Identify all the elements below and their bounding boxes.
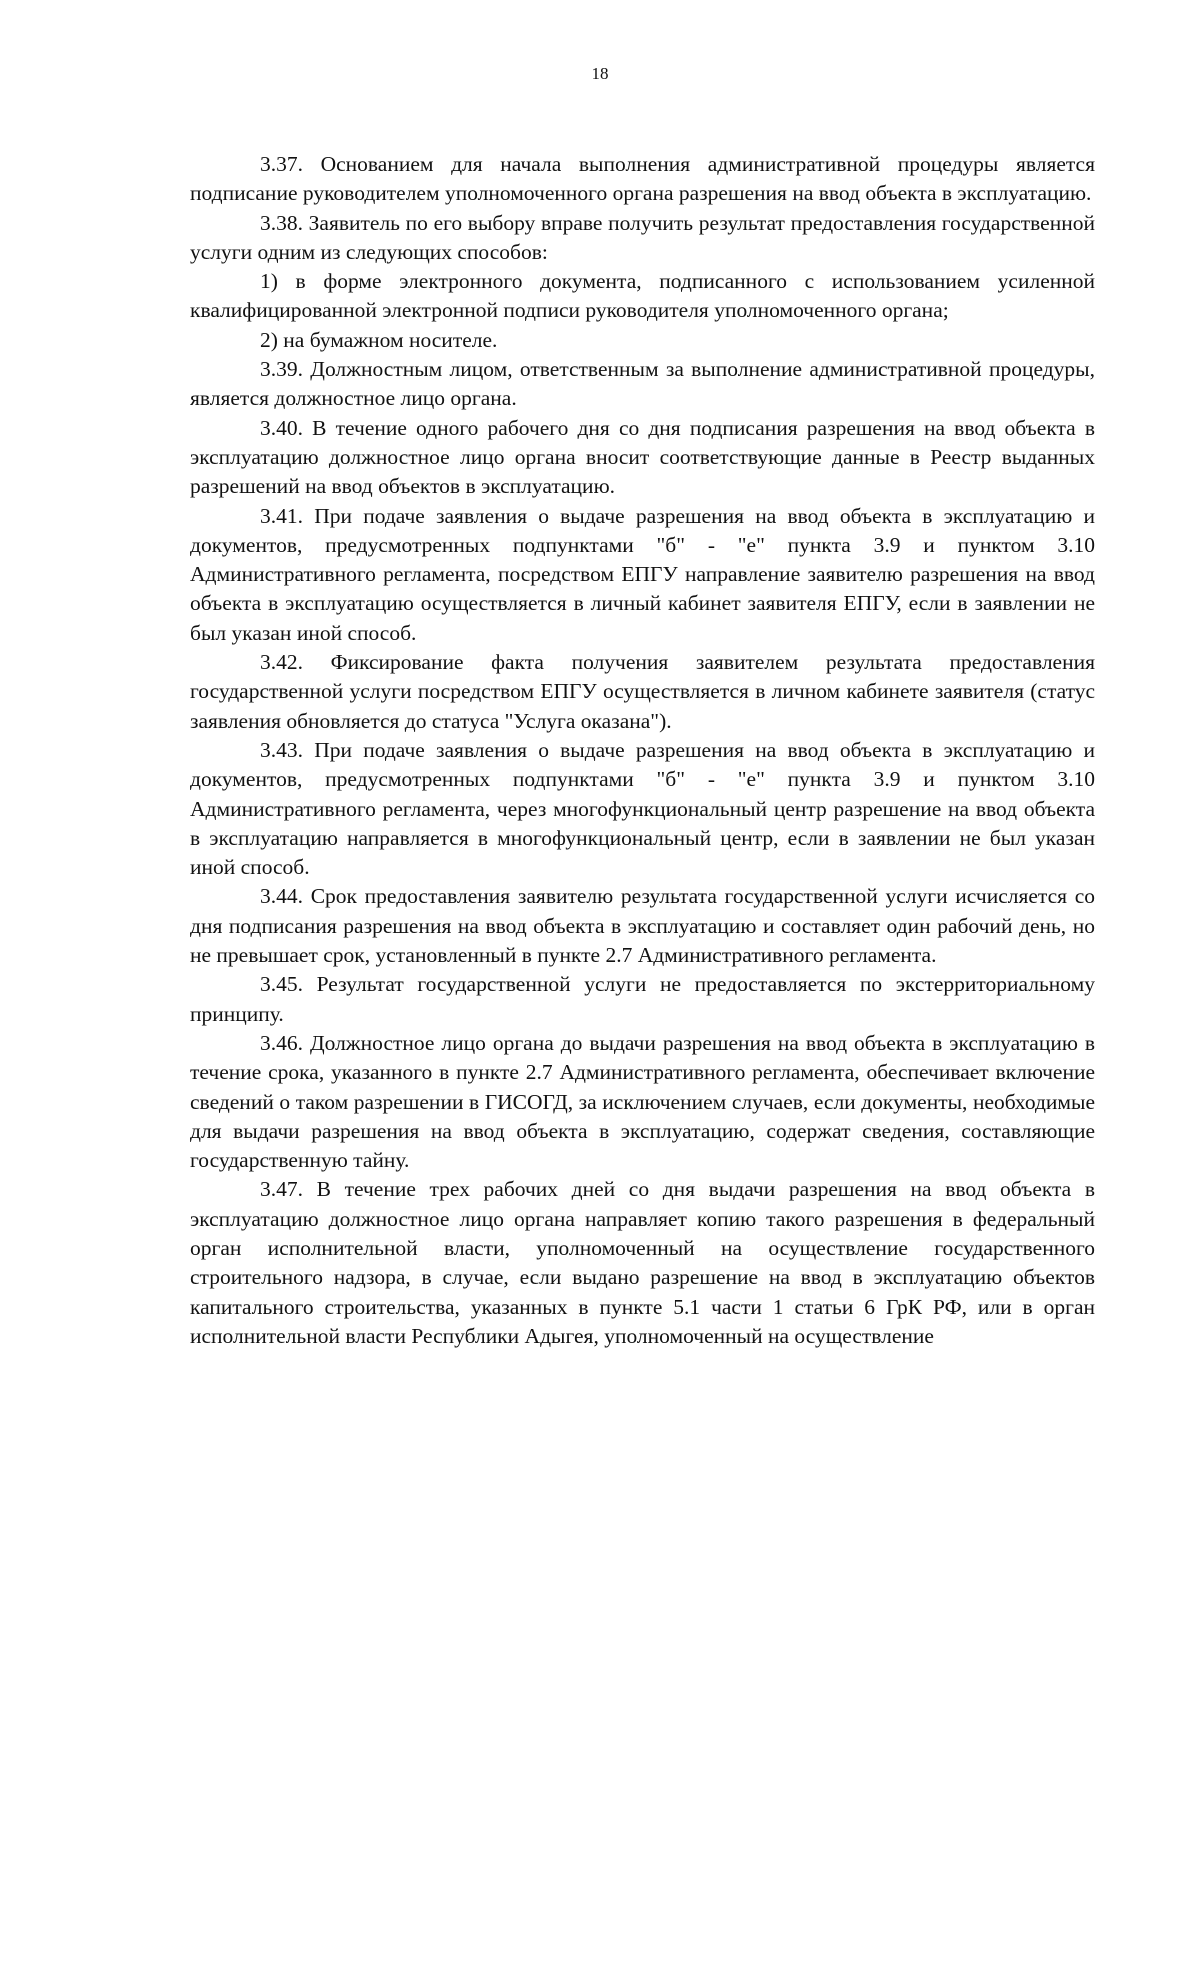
- paragraph-3-39: 3.39. Должностным лицом, ответственным за выполнение административной процедуры, является должностное лицо органа.: [190, 357, 1095, 411]
- list-item-electronic: 1) в форме электронного документа, подписанного с использованием усиленной квалифицированной электронной подписи руководителя уполномоченного органа;: [190, 269, 1095, 323]
- paragraph-3-41: 3.41. При подаче заявления о выдаче разрешения на ввод объекта в эксплуатацию и документов, предусмотренных подпунктами "б" - "е" пункта 3.9 и пунктом 3.10 Административного регламента, посредством ЕПГУ направление заявителю разрешения на ввод объекта в эксплуатацию осуществляется в личный кабинет заявителя ЕПГУ, если в заявлении не был указан иной способ.: [190, 503, 1095, 645]
- paragraph-3-47: 3.47. В течение трех рабочих дней со дня выдачи разрешения на ввод объекта в эксплуатацию должностное лицо органа направляет копию такого разрешения в федеральный орган исполнительной власти, уполномоченный на осуществление государственного строительного надзора, в случае, если выдано разрешение на ввод в эксплуатацию объектов капитального строительства, указанных в пункте 5.1 части 1 статьи 6 ГрК РФ, или в орган исполнительной власти Республики Адыгея, уполномоченный на осуществление: [190, 1177, 1095, 1348]
- paragraph-3-46: 3.46. Должностное лицо органа до выдачи разрешения на ввод объекта в эксплуатацию в течение срока, указанного в пункте 2.7 Административного регламента, обеспечивает включение сведений о таком разрешении в ГИСОГД, за исключением случаев, если документы, необходимые для выдачи разрешения на ввод объекта в эксплуатацию, содержат сведения, составляющие государственную тайну.: [190, 1030, 1095, 1173]
- paragraph-3-37: 3.37. Основанием для начала выполнения административной процедуры является подписание руководителем уполномоченного органа разрешения на ввод объекта в эксплуатацию.: [190, 152, 1095, 206]
- document-body: [190, 150, 1095, 1351]
- paragraph-3-43: 3.43. При подаче заявления о выдаче разрешения на ввод объекта в эксплуатацию и документов, предусмотренных подпунктами "б" - "е" пункта 3.9 и пунктом 3.10 Административного регламента, через многофункциональный центр разрешение на ввод объекта в эксплуатацию направляется в многофункциональный центр, если в заявлении не был указан иной способ.: [190, 737, 1095, 880]
- list-item-paper: 2) на бумажном носителе.: [260, 327, 498, 352]
- paragraph-3-40: 3.40. В течение одного рабочего дня со дня подписания разрешения на ввод объекта в эксплуатацию должностное лицо органа вносит соответствующие данные в Реестр выданных разрешений на ввод объектов в эксплуатацию.: [190, 415, 1095, 499]
- paragraph-3-42: 3.42. Фиксирование факта получения заявителем результата предоставления государственной услуги посредством ЕПГУ осуществляется в личном кабинете заявителя (статус заявления обновляется до статуса "Услуга оказана").: [190, 650, 1095, 733]
- paragraph-3-44: 3.44. Срок предоставления заявителю результата государственной услуги исчисляется со дня подписания разрешения на ввод объекта в эксплуатацию и составляет один рабочий день, но не превышает срок, установленный в пункте 2.7 Административного регламента.: [190, 884, 1095, 968]
- paragraph-3-38: 3.38. Заявитель по его выбору вправе получить результат предоставления государственной услуги одним из следующих способов:: [190, 210, 1095, 264]
- paragraph-3-45: 3.45. Результат государственной услуги не предоставляется по экстерриториальному принципу.: [190, 972, 1095, 1026]
- page-number: 18: [591, 64, 609, 83]
